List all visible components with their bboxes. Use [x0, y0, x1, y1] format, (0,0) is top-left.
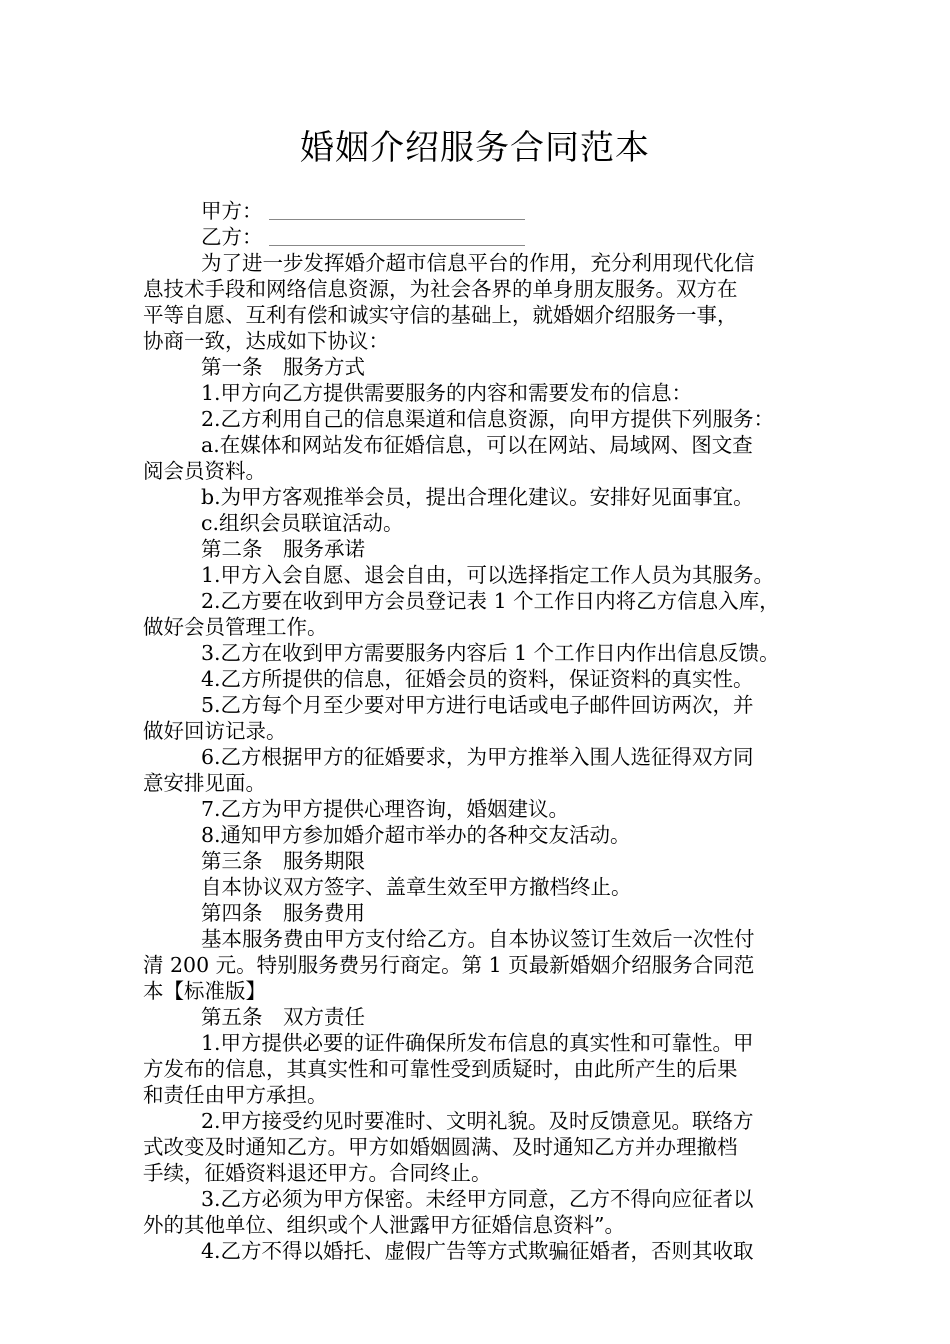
text-line: a.在媒体和网站发布征婚信息，可以在网站、局域网、图文查	[201, 433, 753, 457]
text-line: 8.通知甲方参加婚介超市举办的各种交友活动。	[201, 823, 631, 847]
document-body	[143, 198, 809, 1264]
text-line: 做好回访记录。	[143, 719, 287, 743]
text-line: 4.乙方所提供的信息，征婚会员的资料，保证资料的真实性。	[201, 667, 754, 691]
text-line: 2.乙方利用自己的信息渠道和信息资源，向甲方提供下列服务：	[201, 407, 775, 431]
text-line: 为了进一步发挥婚介超市信息平台的作用，充分利用现代化信	[201, 251, 755, 275]
text-line: 1.甲方提供必要的证件确保所发布信息的真实性和可靠性。甲	[201, 1031, 754, 1055]
text-line: 协商一致，达成如下协议：	[143, 329, 389, 353]
party-a-row	[143, 198, 809, 224]
text-line: 方发布的信息，其真实性和可靠性受到质疑时，由此所产生的后果	[143, 1057, 738, 1081]
party-a-label: 甲方：	[201, 199, 263, 223]
text-line: 息技术手段和网络信息资源，为社会各界的单身朋友服务。双方在	[143, 277, 738, 301]
party-b-label: 乙方：	[201, 225, 263, 249]
text-line: 和责任由甲方承担。	[143, 1083, 328, 1107]
text-line: 手续，征婚资料退还甲方。合同终止。	[143, 1161, 492, 1185]
text-line: 阅会员资料。	[143, 459, 266, 483]
text-line: 3.乙方必须为甲方保密。未经甲方同意，乙方不得向应征者以	[201, 1187, 754, 1211]
text-line: 自本协议双方签字、盖章生效至甲方撤档终止。	[201, 875, 632, 899]
body-text	[143, 250, 809, 1264]
text-line: c.组织会员联谊活动。	[201, 511, 404, 535]
text-line: 第一条 服务方式	[201, 355, 365, 379]
text-line: 第二条 服务承诺	[201, 537, 365, 561]
text-line: 5.乙方每个月至少要对甲方进行电话或电子邮件回访两次，并	[201, 693, 754, 717]
text-line: 2.甲方接受约见时要准时、文明礼貌。及时反馈意见。联络方	[201, 1109, 754, 1133]
text-line: 3.乙方在收到甲方需要服务内容后 1 个工作日内作出信息反馈。	[201, 641, 780, 665]
text-line: 7.乙方为甲方提供心理咨询，婚姻建议。	[201, 797, 570, 821]
text-line: 2.乙方要在收到甲方会员登记表 1 个工作日内将乙方信息入库，	[201, 589, 780, 613]
text-line: 平等自愿、互利有偿和诚实守信的基础上，就婚姻介绍服务一事，	[143, 303, 738, 327]
text-line: 4.乙方不得以婚托、虚假广告等方式欺骗征婚者，否则其收取	[201, 1239, 754, 1263]
text-line: b.为甲方客观推举会员，提出合理化建议。安排好见面事宜。	[201, 485, 754, 509]
text-line: 外的其他单位、组织或个人泄露甲方征婚信息资料”。	[143, 1213, 625, 1237]
party-a-blank-line	[269, 219, 525, 220]
party-b-blank-line	[269, 245, 525, 246]
text-line: 第三条 服务期限	[201, 849, 365, 873]
text-line: 本【标准版】	[143, 979, 266, 1003]
text-line: 意安排见面。	[143, 771, 266, 795]
text-line: 清 200 元。特别服务费另行商定。第 1 页最新婚姻介绍服务合同范	[143, 953, 755, 977]
party-b-row	[143, 224, 809, 250]
text-line: 式改变及时通知乙方。甲方如婚姻圆满、及时通知乙方并办理撤档	[143, 1135, 738, 1159]
document-title: 婚姻介绍服务合同范本	[300, 128, 650, 168]
text-line: 第五条 双方责任	[201, 1005, 365, 1029]
text-line: 基本服务费由甲方支付给乙方。自本协议签订生效后一次性付	[201, 927, 755, 951]
text-line: 1.甲方入会自愿、退会自由，可以选择指定工作人员为其服务。	[201, 563, 775, 587]
text-line: 第四条 服务费用	[201, 901, 365, 925]
text-line: 做好会员管理工作。	[143, 615, 328, 639]
text-line: 6.乙方根据甲方的征婚要求，为甲方推举入围人选征得双方同	[201, 745, 754, 769]
text-line: 1.甲方向乙方提供需要服务的内容和需要发布的信息：	[201, 381, 693, 405]
